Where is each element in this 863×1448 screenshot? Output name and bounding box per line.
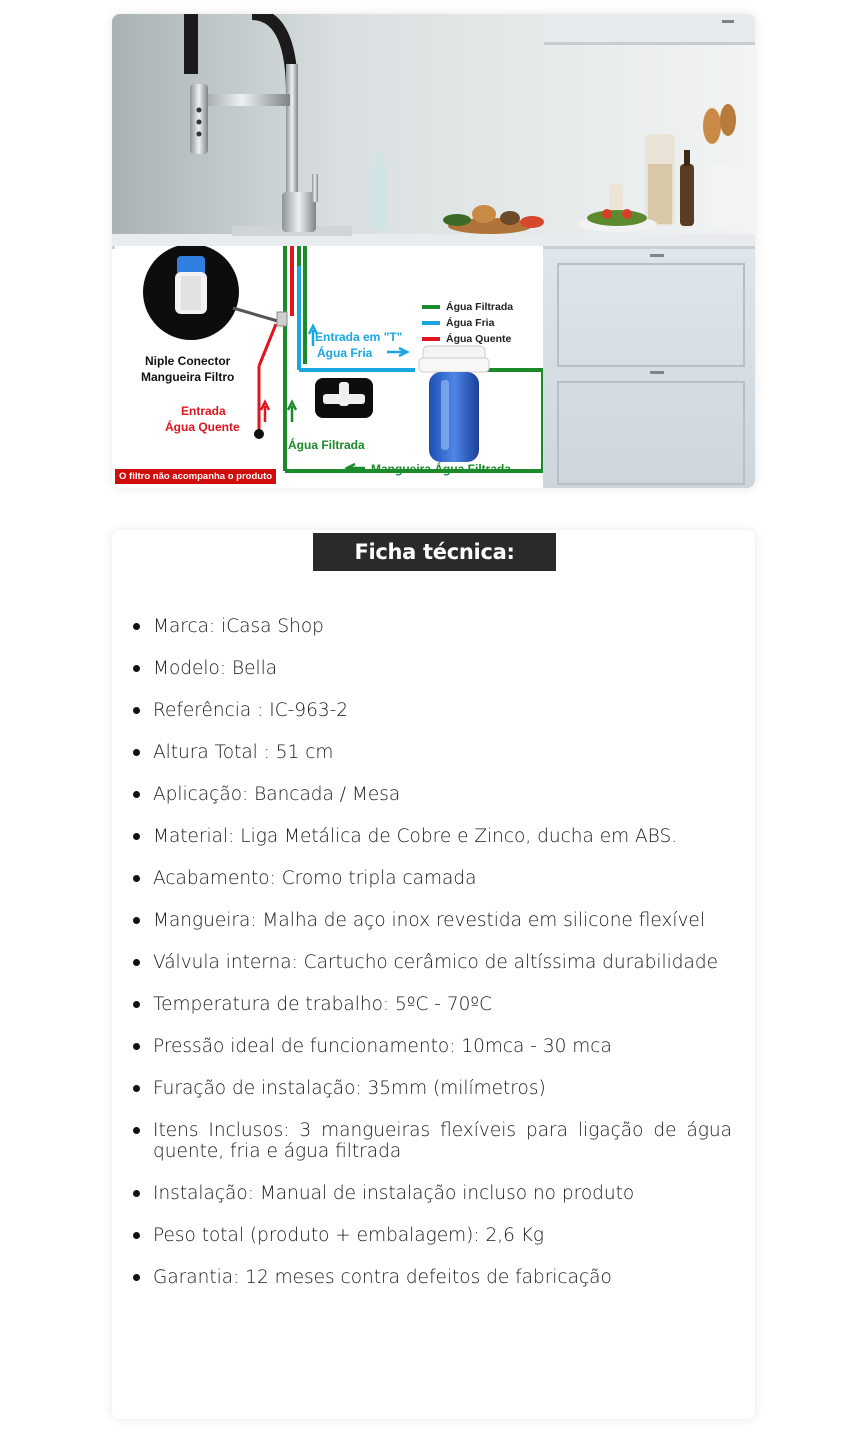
spec-item (132, 742, 732, 763)
spec-item-text: Acabamento: Cromo tripla camada (153, 868, 477, 889)
legend-hot (422, 333, 511, 345)
spec-sheet-card (112, 530, 755, 1419)
connector-label-line1: Niple Conector (145, 354, 231, 368)
bullet-icon (133, 875, 140, 882)
spec-item-text: Modelo: Bella (153, 658, 278, 679)
spec-item (132, 1183, 732, 1204)
legend-cold (422, 317, 494, 329)
spec-item (132, 994, 732, 1015)
legend-swatch (422, 337, 440, 341)
spec-item-text: Válvula interna: Cartucho cerâmico de altíssima durabilidade (153, 952, 718, 973)
spec-item (132, 700, 732, 721)
bullet-icon (133, 749, 140, 756)
bullet-icon (133, 959, 140, 966)
spec-title: Ficha técnica: (313, 533, 556, 571)
hot-inlet-label-line2: Água Quente (165, 420, 240, 434)
tee-inlet-label-line2: Água Fria (317, 346, 373, 360)
spec-item-text: Temperatura de trabalho: 5ºC - 70ºC (153, 994, 493, 1015)
legend-swatch (422, 305, 440, 309)
spec-item-text: Mangueira: Malha de aço inox revestida em silicone flexível (153, 910, 705, 931)
bullet-icon (133, 833, 140, 840)
connector-label-line2: Mangueira Filtro (141, 370, 235, 384)
bullet-icon (133, 1043, 140, 1050)
filter-not-included-warning: O filtro não acompanha o produto (115, 469, 276, 484)
spec-item-text: Pressão ideal de funcionamento: 10mca - 30 mca (153, 1036, 612, 1057)
spec-item-text: Referência : IC-963-2 (153, 700, 349, 721)
spec-item (132, 784, 732, 805)
spec-item (132, 1078, 732, 1099)
legend-swatch (422, 321, 440, 325)
bullet-icon (133, 791, 140, 798)
spec-item-text: Itens Inclusos: 3 mangueiras flexíveis para ligação de água quente, fria e água filtrada (153, 1120, 732, 1162)
bullet-icon (133, 1001, 140, 1008)
bullet-icon (133, 1274, 140, 1281)
bullet-icon (133, 665, 140, 672)
spec-item (132, 910, 732, 931)
filtered-hose-label: Mangueira Água Filtrada (371, 462, 512, 476)
hot-inlet-label-line1: Entrada (181, 404, 226, 418)
product-image-card (112, 14, 755, 488)
spec-item (132, 1267, 732, 1288)
spec-item (132, 826, 732, 847)
spec-item (132, 1036, 732, 1057)
spec-item (132, 1225, 732, 1246)
spec-item (132, 1120, 732, 1162)
legend-label: Água Filtrada (446, 301, 514, 313)
spec-item-text: Instalação: Manual de instalação incluso no produto (153, 1183, 635, 1204)
legend-label: Água Quente (446, 333, 512, 345)
installation-diagram (115, 246, 543, 486)
spec-item-text: Material: Liga Metálica de Cobre e Zinco, ducha em ABS. (153, 826, 678, 847)
spec-item-text: Aplicação: Bancada / Mesa (153, 784, 401, 805)
spec-item (132, 658, 732, 679)
bullet-icon (133, 623, 140, 630)
spec-item (132, 868, 732, 889)
spec-item-text: Altura Total : 51 cm (153, 742, 334, 763)
filtered-water-label: Água Filtrada (288, 438, 365, 452)
bullet-icon (133, 707, 140, 714)
spec-item-text: Marca: iCasa Shop (153, 616, 324, 637)
bullet-icon (133, 917, 140, 924)
spec-item (132, 952, 732, 973)
spec-item-text: Furação de instalação: 35mm (milímetros) (153, 1078, 546, 1099)
tee-inlet-label-line1: Entrada em "T" (315, 330, 403, 344)
bullet-icon (133, 1232, 140, 1239)
bullet-icon (133, 1190, 140, 1197)
bullet-icon (133, 1085, 140, 1092)
spec-list (132, 616, 732, 1309)
legend-filtered (422, 301, 513, 313)
spec-item-text: Garantia: 12 meses contra defeitos de fabricação (153, 1267, 612, 1288)
bullet-icon (133, 1127, 140, 1134)
spec-item (132, 616, 732, 637)
legend-label: Água Fria (446, 317, 495, 329)
spec-item-text: Peso total (produto + embalagem): 2,6 Kg (153, 1225, 545, 1246)
